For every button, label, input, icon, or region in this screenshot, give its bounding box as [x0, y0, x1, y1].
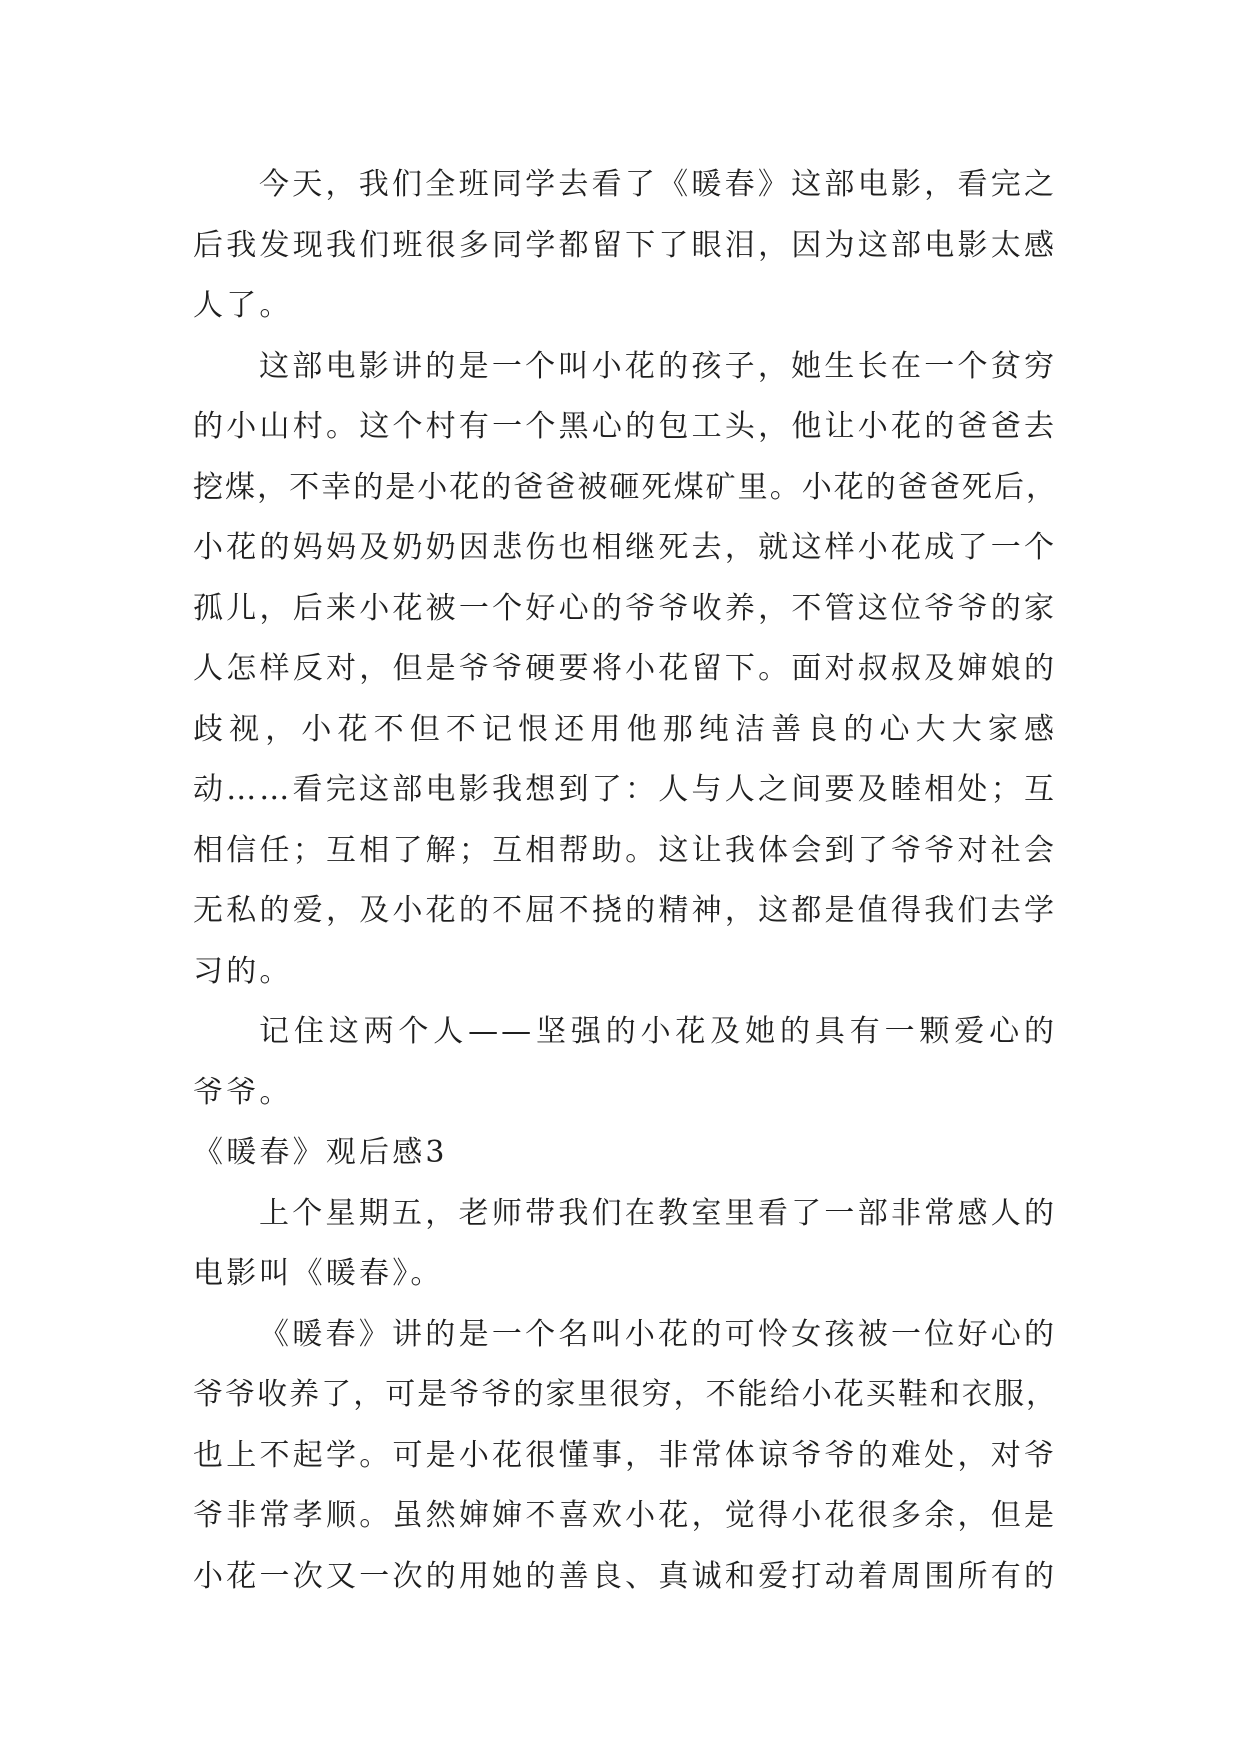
text-line: 小花一次又一次的用她的善良、真诚和爱打动着周围所有的 [193, 1558, 1057, 1594]
text-line: 今天，我们全班同学去看了《暖春》这部电影，看完之 [259, 167, 1057, 202]
text-line: 的小山村。这个村有一个黑心的包工头，他让小花的爸爸去 [193, 409, 1057, 444]
text-line: 爷爷收养了，可是爷爷的家里很穷，不能给小花买鞋和衣服， [193, 1377, 1057, 1412]
text-line: 也上不起学。可是小花很懂事，非常体谅爷爷的难处，对爷 [193, 1437, 1057, 1473]
text-line: 挖煤，不幸的是小花的爸爸被砸死煤矿里。小花的爸爸死后， [193, 469, 1057, 505]
text-line: 这部电影讲的是一个叫小花的孩子，她生长在一个贫穷 [259, 348, 1057, 384]
text-line: 《暖春》讲的是一个名叫小花的可怜女孩被一位好心的 [259, 1316, 1057, 1352]
text-line: 习的。 [193, 953, 293, 989]
text-line: 无私的爱，及小花的不屈不挠的精神，这都是值得我们去学 [193, 893, 1057, 928]
text-line: 上个星期五，老师带我们在教室里看了一部非常感人的 [259, 1195, 1057, 1231]
text-line: 人了。 [193, 288, 293, 323]
paragraph [193, 1305, 1057, 1608]
text-line: 记住这两个人——坚强的小花及她的具有一颗爱心的 [259, 1014, 1057, 1049]
text-line: 后我发现我们班很多同学都留下了眼泪，因为这部电影太感 [193, 227, 1057, 263]
text-line: 相信任；互相了解；互相帮助。这让我体会到了爷爷对社会 [193, 832, 1057, 868]
text-line: 动……看完这部电影我想到了：人与人之间要及睦相处；互 [193, 772, 1057, 807]
essay-body [193, 155, 1057, 1607]
text-line: 人怎样反对，但是爷爷硬要将小花留下。面对叔叔及婶娘的 [193, 651, 1057, 686]
text-line: 孤儿，后来小花被一个好心的爷爷收养，不管这位爷爷的家 [193, 590, 1057, 626]
section-heading: 《暖春》观后感3 [193, 1135, 448, 1170]
paragraph [193, 1184, 1057, 1305]
text-line: 爷非常孝顺。虽然婶婶不喜欢小花，觉得小花很多余，但是 [193, 1498, 1057, 1533]
text-line: 小花的妈妈及奶奶因悲伤也相继死去，就这样小花成了一个 [193, 530, 1057, 565]
paragraph [193, 337, 1057, 1003]
paragraph [193, 155, 1057, 337]
text-line: 电影叫《暖春》。 [193, 1256, 444, 1291]
text-line: 歧视，小花不但不记恨还用他那纯洁善良的心大大家感 [193, 711, 1057, 747]
text-line: 爷爷。 [193, 1074, 293, 1110]
paragraph [193, 1002, 1057, 1123]
